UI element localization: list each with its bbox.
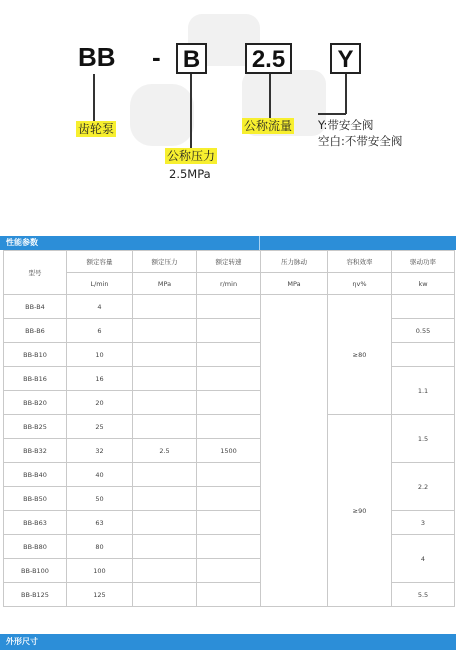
- cell-model: BB-B10: [4, 343, 67, 367]
- cell-model: BB-B25: [4, 415, 67, 439]
- code-dash: -: [152, 42, 161, 72]
- code-type-box: B: [176, 43, 207, 74]
- cell-efficiency-a: ≥80: [328, 295, 392, 415]
- header-capacity: 额定容量: [67, 251, 133, 273]
- unit-speed: r/min: [197, 273, 261, 295]
- section-bar-dimensions: [0, 634, 456, 650]
- unit-power: kw: [392, 273, 455, 295]
- cell-pressure-empty: [133, 559, 197, 583]
- cell-speed-empty: [197, 367, 261, 391]
- cell-model: BB-B100: [4, 559, 67, 583]
- cell-power: 1.1: [392, 367, 455, 415]
- unit-efficiency: ηv%: [328, 273, 392, 295]
- cell-pressure-empty: [133, 319, 197, 343]
- performance-table: [3, 250, 455, 607]
- cell-efficiency-b: ≥90: [328, 415, 392, 607]
- cell-pressure-empty: [133, 391, 197, 415]
- leader-pump: [93, 74, 95, 124]
- cell-model: BB-B6: [4, 319, 67, 343]
- cell-capacity: 63: [67, 511, 133, 535]
- cell-power: 2.2: [392, 463, 455, 511]
- cell-model: BB-B63: [4, 511, 67, 535]
- cell-pressure-empty: [133, 343, 197, 367]
- section-bar-performance: [0, 236, 456, 250]
- cell-capacity: 25: [67, 415, 133, 439]
- model-code-diagram: [0, 0, 456, 220]
- cell-speed-empty: [197, 295, 261, 319]
- valve-option-yes: Y:带安全阀: [318, 118, 374, 132]
- leader-valve-foot: [318, 113, 346, 115]
- cell-capacity: 20: [67, 391, 133, 415]
- cell-pulse-empty: [261, 295, 328, 607]
- header-power: 驱动功率: [392, 251, 455, 273]
- cell-capacity: 32: [67, 439, 133, 463]
- cell-speed: 1500: [197, 439, 261, 463]
- cell-capacity: 6: [67, 319, 133, 343]
- code-flow-box: 2.5: [245, 43, 292, 74]
- pump-photo-ghost: [130, 84, 194, 146]
- label-flow: 公称流量: [244, 119, 293, 133]
- cell-capacity: 100: [67, 559, 133, 583]
- table-row: [4, 415, 455, 439]
- cell-pressure-empty: [133, 295, 197, 319]
- valve-option-none: 空白:不带安全阀: [318, 134, 403, 148]
- cell-capacity: 4: [67, 295, 133, 319]
- pressure-value: 2.5MPa: [169, 167, 211, 181]
- cell-speed-empty: [197, 487, 261, 511]
- cell-power: 1.5: [392, 415, 455, 463]
- cell-model: BB-B16: [4, 367, 67, 391]
- cell-power-empty: [392, 295, 455, 319]
- section-bar-divider: [259, 236, 260, 250]
- cell-pressure-empty: [133, 583, 197, 607]
- header-speed: 额定转速: [197, 251, 261, 273]
- cell-pressure-empty: [133, 487, 197, 511]
- cell-speed-empty: [197, 463, 261, 487]
- table-row: [4, 295, 455, 319]
- code-valve-box: Y: [330, 43, 361, 74]
- cell-speed-empty: [197, 583, 261, 607]
- cell-model: BB-B125: [4, 583, 67, 607]
- cell-speed-empty: [197, 535, 261, 559]
- header-model: 型号: [4, 251, 67, 295]
- cell-capacity: 10: [67, 343, 133, 367]
- unit-pressure: MPa: [133, 273, 197, 295]
- cell-speed-empty: [197, 511, 261, 535]
- cell-model: BB-B50: [4, 487, 67, 511]
- cell-model: BB-B80: [4, 535, 67, 559]
- section-title-performance: 性能参数: [6, 238, 38, 247]
- label-pump: 齿轮泵: [78, 122, 115, 136]
- section-title-dimensions: 外形尺寸: [6, 637, 38, 646]
- cell-speed-empty: [197, 343, 261, 367]
- cell-pressure-empty: [133, 463, 197, 487]
- header-pulse: 压力脉动: [261, 251, 328, 273]
- leader-valve: [345, 74, 347, 114]
- cell-power: 4: [392, 535, 455, 583]
- cell-pressure-empty: [133, 535, 197, 559]
- cell-pressure: 2.5: [133, 439, 197, 463]
- cell-capacity: 40: [67, 463, 133, 487]
- table-header-row: [4, 251, 455, 273]
- table-unit-row: [4, 273, 455, 295]
- cell-power: 0.55: [392, 319, 455, 343]
- code-prefix: BB: [78, 42, 116, 72]
- cell-speed-empty: [197, 391, 261, 415]
- cell-capacity: 80: [67, 535, 133, 559]
- leader-flow: [269, 74, 271, 120]
- leader-pressure: [190, 74, 192, 148]
- cell-pressure-empty: [133, 367, 197, 391]
- cell-model: BB-B20: [4, 391, 67, 415]
- cell-power-empty: [392, 343, 455, 367]
- cell-model: BB-B4: [4, 295, 67, 319]
- label-pressure: 公称压力: [167, 149, 216, 163]
- unit-capacity: L/min: [67, 273, 133, 295]
- cell-pressure-empty: [133, 415, 197, 439]
- unit-pulse: MPa: [261, 273, 328, 295]
- cell-capacity: 16: [67, 367, 133, 391]
- cell-speed-empty: [197, 559, 261, 583]
- cell-speed-empty: [197, 415, 261, 439]
- cell-power: 5.5: [392, 583, 455, 607]
- cell-power: 3: [392, 511, 455, 535]
- cell-pressure-empty: [133, 511, 197, 535]
- cell-speed-empty: [197, 319, 261, 343]
- cell-model: BB-B40: [4, 463, 67, 487]
- header-efficiency: 容积效率: [328, 251, 392, 273]
- cell-model: BB-B32: [4, 439, 67, 463]
- cell-capacity: 125: [67, 583, 133, 607]
- cell-capacity: 50: [67, 487, 133, 511]
- header-pressure: 额定压力: [133, 251, 197, 273]
